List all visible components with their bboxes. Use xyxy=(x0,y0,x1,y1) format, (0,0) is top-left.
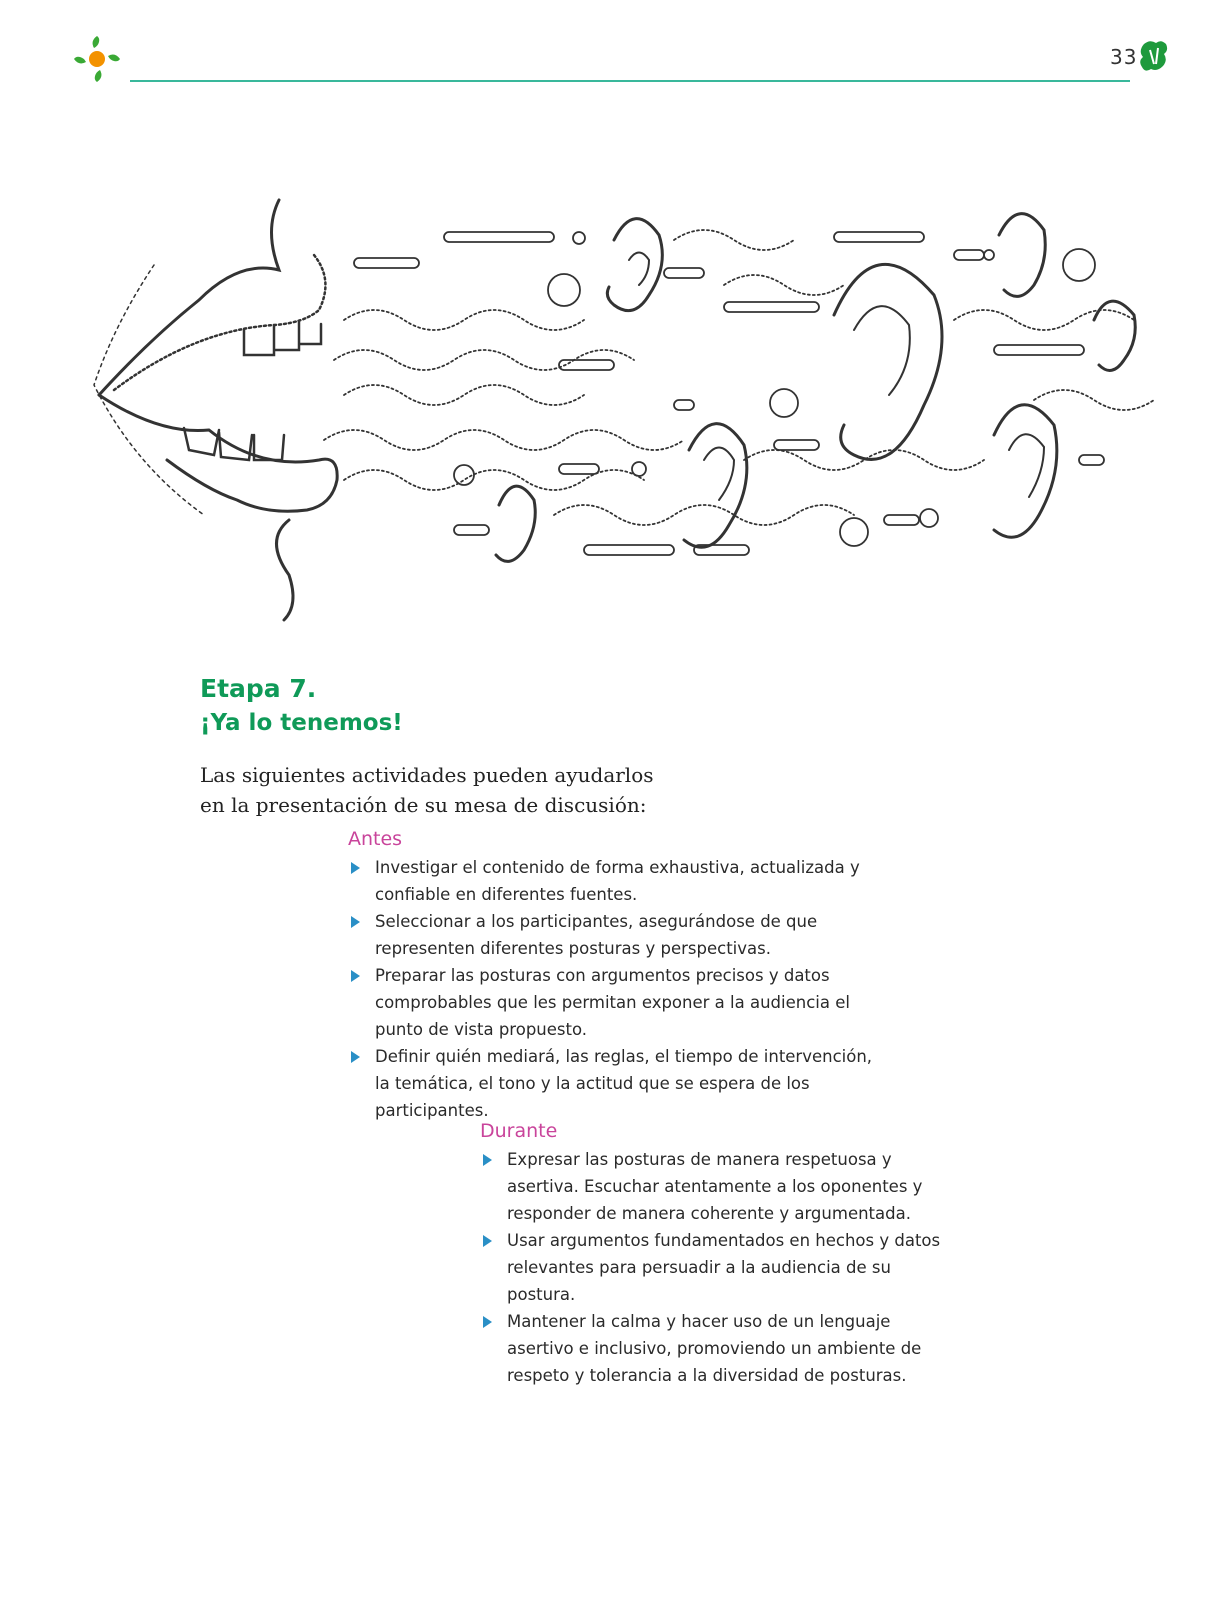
list-item xyxy=(480,1308,945,1389)
triangle-bullet-icon xyxy=(483,1154,492,1166)
intro-paragraph: Las siguientes actividades pueden ayudarlos en la presentación de su mesa de discusión: xyxy=(200,763,654,817)
list-item xyxy=(348,962,888,1043)
list-item-text: Definir quién mediará, las reglas, el tiempo de intervención, la temática, el tono y la actitud que se espera de los participantes. xyxy=(375,1047,873,1120)
list-item-text: Expresar las posturas de manera respetuosa y asertiva. Escuchar atentamente a los oponentes y responder de manera coherente y argumentada. xyxy=(507,1150,923,1223)
list-item-text: Mantener la calma y hacer uso de un lenguaje asertivo e inclusivo, promoviendo un ambiente de respeto y tolerancia a la diversidad de posturas. xyxy=(507,1312,922,1385)
bullet-list xyxy=(348,854,888,1124)
section-heading: Antes xyxy=(348,828,403,850)
triangle-bullet-icon xyxy=(483,1235,492,1247)
flower-logo-icon xyxy=(70,32,126,84)
list-item xyxy=(348,1043,888,1124)
list-item xyxy=(480,1146,945,1227)
list-item-text: Investigar el contenido de forma exhaustiva, actualizada y confiable en diferentes fuentes. xyxy=(375,858,860,904)
section-heading: Durante xyxy=(480,1120,558,1142)
header-rule xyxy=(130,80,1130,82)
triangle-bullet-icon xyxy=(351,1051,360,1063)
bullet-list xyxy=(480,1146,945,1389)
list-item-text: Seleccionar a los participantes, asegurándose de que representen diferentes posturas y perspectivas. xyxy=(375,912,818,958)
triangle-bullet-icon xyxy=(351,916,360,928)
list-item xyxy=(480,1227,945,1308)
mouth-speaking-to-ears-illustration xyxy=(84,160,1174,635)
list-item xyxy=(348,854,888,908)
stage-title: Etapa 7. xyxy=(200,674,317,703)
triangle-bullet-icon xyxy=(351,862,360,874)
stage-subtitle: ¡Ya lo tenemos! xyxy=(200,710,403,736)
section-durante xyxy=(480,1120,945,1389)
list-item-text: Usar argumentos fundamentados en hechos y datos relevantes para persuadir a la audiencia de su postura. xyxy=(507,1231,941,1304)
section-antes xyxy=(348,828,888,1124)
list-item-text: Preparar las posturas con argumentos precisos y datos comprobables que les permitan exponer a la audiencia el punto de vista propuesto. xyxy=(375,966,850,1039)
triangle-bullet-icon xyxy=(351,970,360,982)
green-glyph-icon xyxy=(1138,38,1172,76)
page-number: 33 xyxy=(1110,45,1138,69)
triangle-bullet-icon xyxy=(483,1316,492,1328)
list-item xyxy=(348,908,888,962)
